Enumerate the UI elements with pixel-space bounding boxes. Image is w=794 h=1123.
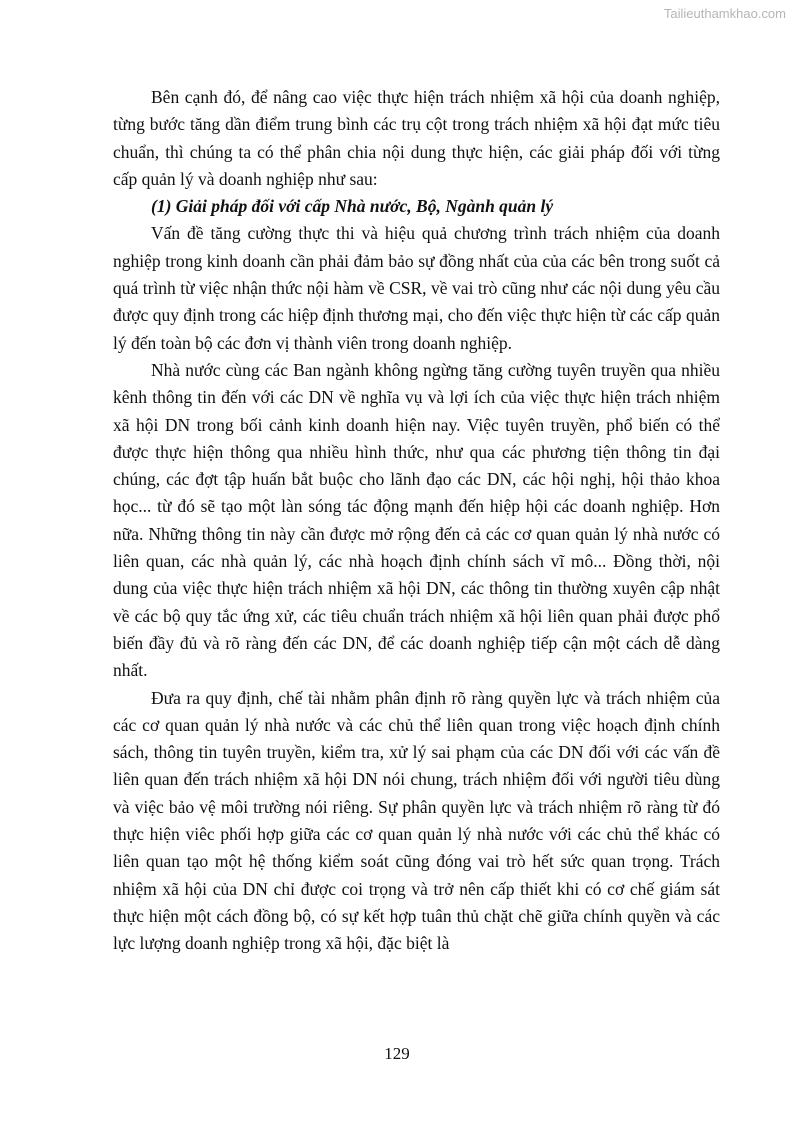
paragraph: Nhà nước cùng các Ban ngành không ngừng tăng cường tuyên truyền qua nhiều kênh thông tin đến với các DN về nghĩa vụ và lợi ích của việc thực hiện trách nhiệm xã hội DN trong bối cảnh kinh doanh hiện nay. Việc tuyên truyền, phổ biến có thể được thực hiện thông qua nhiều hình thức, như qua các phương tiện thông tin đại chúng, các đợt tập huấn bắt buộc cho lãnh đạo các DN, các hội nghị, hội thảo khoa học... từ đó sẽ tạo một làn sóng tác động mạnh đến hiệp hội các doanh nghiệp. Hơn nữa. Những thông tin này cần được mở rộng đến cả các cơ quan quản lý nhà nước có liên quan, các nhà quản lý, các nhà hoạch định chính sách vĩ mô... Đồng thời, nội dung của việc thực hiện trách nhiệm xã hội DN, các thông tin thường xuyên cập nhật về các bộ quy tắc ứng xử, các tiêu chuẩn trách nhiệm xã hội liên quan phải được phổ biến đầy đủ và rõ ràng đến các DN, để các doanh nghiệp tiếp cận một cách dễ dàng nhất. [113, 359, 720, 681]
paragraph: Đưa ra quy định, chế tài nhằm phân định rõ ràng quyền lực và trách nhiệm của các cơ quan quản lý nhà nước và các chủ thể liên quan trong việc hoạch định chính sách, thông tin tuyên truyền, kiểm tra, xử lý sai phạm của các DN đối với các vấn đề liên quan đến trách nhiệm xã hội DN nói chung, trách nhiệm đối với người tiêu dùng và việc bảo vệ môi trường nói riêng. Sự phân quyền lực và trách nhiệm rõ ràng từ đó thực hiện viêc phối hợp giữa các cơ quan quản lý nhà nước với các chủ thể khác có liên quan tạo một hệ thống kiểm soát cũng đóng vai trò hết sức quan trọng. Trách nhiệm xã hội của DN chỉ được coi trọng và trở nên cấp thiết khi có cơ chế giám sát thực hiện một cách đồng bộ, có sự kết hợp tuân thủ chặt chẽ giữa chính quyền và các lực lượng doanh nghiệp trong xã hội, đặc biệt là [113, 687, 720, 954]
page-number: 129 [384, 1044, 410, 1063]
section-heading: (1) Giải pháp đối với cấp Nhà nước, Bộ, Ngành quản lý [151, 196, 554, 217]
document-body [113, 84, 720, 958]
paragraph: Vấn đề tăng cường thực thi và hiệu quả chương trình trách nhiệm của doanh nghiệp trong kinh doanh cần phải đảm bảo sự đồng nhất của của các bên trong suốt cả quá trình từ việc nhận thức nội hàm về CSR, về vai trò cũng như các nội dung yêu cầu được quy định trong các hiệp định thương mại, cho đến việc thực hiện từ các cấp quản lý đến toàn bộ các đơn vị thành viên trong doanh nghiệp. [113, 223, 720, 353]
watermark: Tailieuthamkhao.com [663, 6, 786, 21]
intro-paragraph: Bên cạnh đó, để nâng cao việc thực hiện trách nhiệm xã hội của doanh nghiệp, từng bước tăng dần điểm trung bình các trụ cột trong trách nhiệm xã hội đạt mức tiêu chuẩn, thì chúng ta có thể phân chia nội dung thực hiện, các giải pháp đối với từng cấp quản lý và doanh nghiệp như sau: [113, 87, 720, 189]
